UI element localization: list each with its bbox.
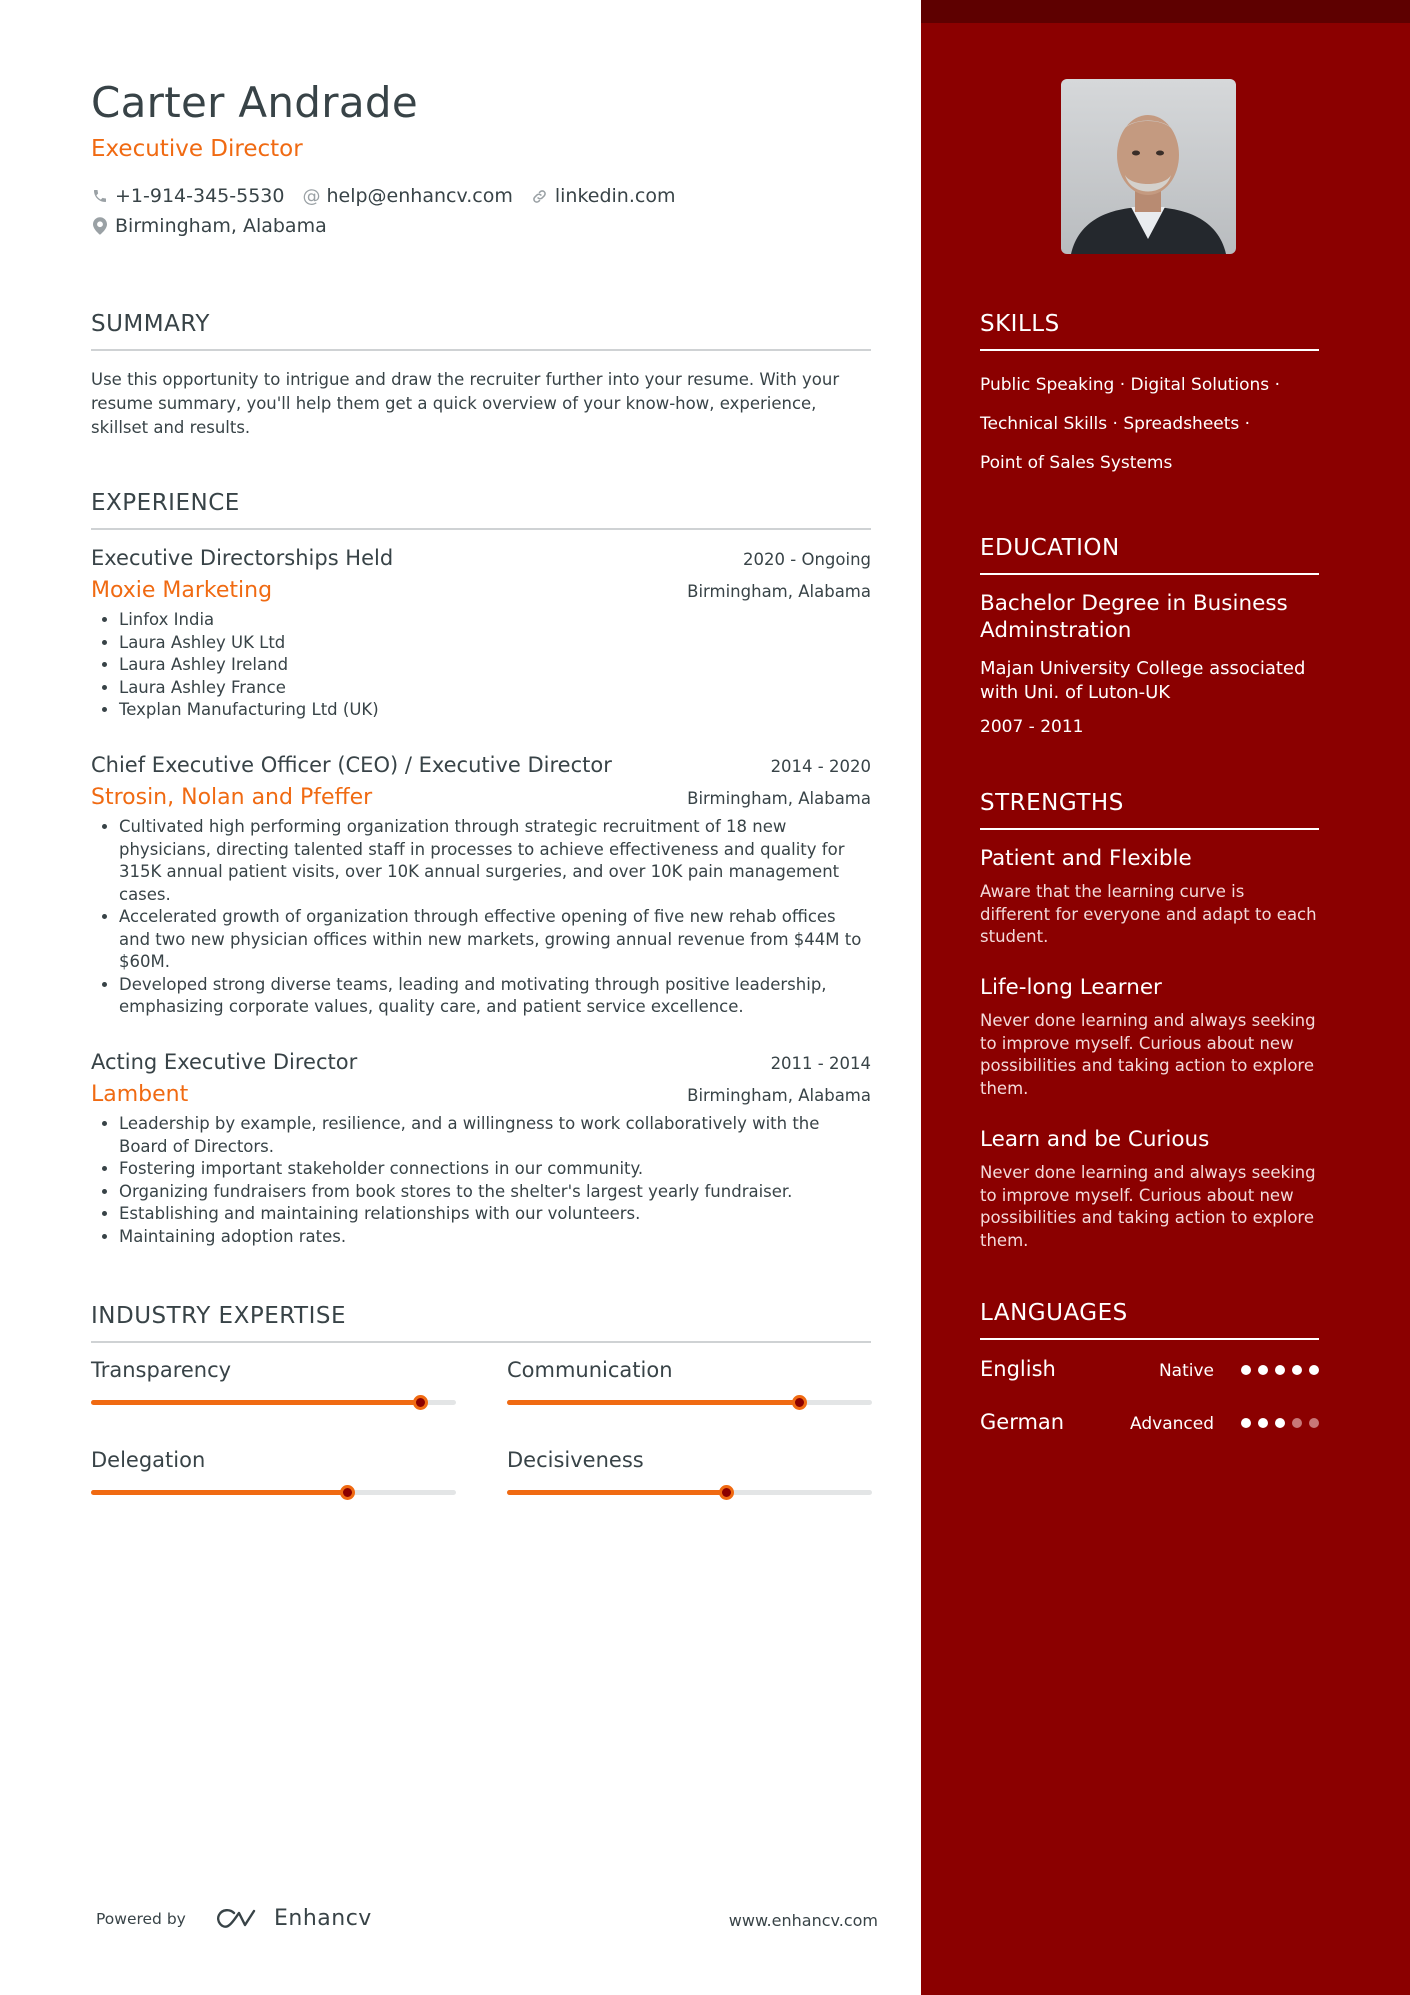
- job-bullet: • Cultivated high performing organization through strategic recruitment of 18 new physicians, directing talented staff in processes to achieve effectiveness and quality for 315K annual patient visits, over 10K annual surgeries, and over 10K pain management cases.: [119, 816, 871, 906]
- job-date: 2020 - Ongoing: [743, 550, 871, 569]
- job-location: Birmingham, Alabama: [687, 1086, 871, 1105]
- job-location: Birmingham, Alabama: [687, 582, 871, 601]
- job-entry: [91, 546, 871, 722]
- expertise-bar-knob: [413, 1395, 428, 1410]
- skills-line: Point of Sales Systems: [980, 453, 1173, 473]
- rating-dot: [1241, 1418, 1251, 1428]
- education-heading: EDUCATION: [980, 535, 1319, 575]
- strengths-heading: STRENGTHS: [980, 790, 1319, 830]
- strength-desc: Never done learning and always seeking to improve myself. Curious about new possibilities and taking action to explore them.: [980, 1163, 1316, 1250]
- expertise-bar: [91, 1490, 456, 1495]
- job-bullet: • Laura Ashley UK Ltd: [119, 632, 871, 655]
- rating-dot: [1275, 1365, 1285, 1375]
- rating-dot: [1258, 1365, 1268, 1375]
- experience-heading: EXPERIENCE: [91, 490, 871, 530]
- summary-text: Use this opportunity to intrigue and draw the recruiter further into your resume. With your resume summary, you'll help them get a quick overview of your know-how, experience, skillset and results.: [91, 370, 840, 437]
- at-icon: @: [302, 185, 321, 207]
- location-text: Birmingham, Alabama: [115, 215, 327, 237]
- linkedin-item[interactable]: [531, 185, 676, 207]
- location-pin-icon: [91, 217, 109, 235]
- job-bullet: • Developed strong diverse teams, leading and motivating through positive leadership, emphasizing corporate values, quality care, and patient service excellence.: [119, 974, 871, 1019]
- contact-row: [91, 185, 693, 207]
- job-bullet: • Maintaining adoption rates.: [119, 1226, 871, 1249]
- expertise-label: Communication: [507, 1358, 673, 1382]
- job-company: Strosin, Nolan and Pfeffer: [91, 785, 373, 810]
- strength-item: [980, 846, 1319, 949]
- language-name: English: [980, 1357, 1056, 1381]
- sidebar: [921, 0, 1410, 1995]
- strength-desc: Aware that the learning curve is different for everyone and adapt to each student.: [980, 882, 1317, 946]
- job-bullets: [91, 1113, 871, 1248]
- expertise-bar-fill: [507, 1490, 726, 1495]
- job-bullet: • Texplan Manufacturing Ltd (UK): [119, 699, 871, 722]
- job-entry: [91, 1050, 871, 1248]
- rating-dot: [1258, 1418, 1268, 1428]
- job-bullet: • Laura Ashley Ireland: [119, 654, 871, 677]
- languages-heading: LANGUAGES: [980, 1300, 1319, 1340]
- job-role: Chief Executive Officer (CEO) / Executive Director: [91, 753, 612, 777]
- language-item: [980, 1357, 1319, 1383]
- job-bullet: • Linfox India: [119, 609, 871, 632]
- job-bullet: • Laura Ashley France: [119, 677, 871, 700]
- strength-title: Life-long Learner: [980, 975, 1162, 1000]
- job-location: Birmingham, Alabama: [687, 789, 871, 808]
- job-company: Moxie Marketing: [91, 578, 273, 603]
- strength-title: Learn and be Curious: [980, 1127, 1210, 1152]
- expertise-bar-knob: [792, 1395, 807, 1410]
- email-link[interactable]: help@enhancv.com: [326, 185, 513, 207]
- language-name: German: [980, 1410, 1065, 1434]
- rating-dot: [1292, 1418, 1302, 1428]
- expertise-bar-knob: [719, 1485, 734, 1500]
- footer: [96, 1905, 878, 1935]
- expertise-heading: INDUSTRY EXPERTISE: [91, 1303, 871, 1343]
- expertise-item: [507, 1358, 872, 1382]
- education-degree: Bachelor Degree in Business Adminstration: [980, 591, 1288, 643]
- rating-dot: [1241, 1365, 1251, 1375]
- expertise-bar-knob: [340, 1485, 355, 1500]
- skills-list: [980, 366, 1319, 483]
- job-role: Executive Directorships Held: [91, 546, 394, 570]
- expertise-label: Delegation: [91, 1448, 206, 1472]
- job-bullet: • Establishing and maintaining relationships with our volunteers.: [119, 1203, 871, 1226]
- profile-photo: [1061, 79, 1236, 254]
- expertise-bar: [91, 1400, 456, 1405]
- job-company: Lambent: [91, 1082, 189, 1107]
- language-item: [980, 1410, 1319, 1436]
- strength-item: [980, 1127, 1319, 1252]
- job-bullet: • Accelerated growth of organization through effective opening of five new rehab offices and two new physician offices within new markets, growing annual revenue from $44M to $60M.: [119, 906, 871, 974]
- enhancv-logo-icon: [214, 1905, 264, 1937]
- expertise-item: [91, 1358, 456, 1382]
- language-level: Advanced: [1130, 1414, 1214, 1434]
- linkedin-link[interactable]: linkedin.com: [554, 185, 676, 207]
- rating-dot: [1309, 1365, 1319, 1375]
- expertise-label: Transparency: [91, 1358, 232, 1382]
- location-row: [91, 215, 345, 237]
- phone-text: +1-914-345-5530: [115, 185, 285, 207]
- skills-line: Public Speaking · Digital Solutions ·: [980, 375, 1280, 395]
- phone-icon: [91, 187, 109, 205]
- expertise-bar: [507, 1400, 872, 1405]
- strength-item: [980, 975, 1319, 1100]
- site-link[interactable]: www.enhancv.com: [728, 1911, 878, 1930]
- candidate-title: Executive Director: [91, 136, 303, 162]
- job-bullets: [91, 609, 871, 722]
- expertise-label: Decisiveness: [507, 1448, 644, 1472]
- education-years: 2007 - 2011: [980, 717, 1084, 737]
- skills-line: Technical Skills · Spreadsheets ·: [980, 414, 1251, 434]
- language-rating: [1234, 1365, 1319, 1375]
- summary-heading: SUMMARY: [91, 311, 871, 351]
- job-role: Acting Executive Director: [91, 1050, 358, 1074]
- expertise-bar-fill: [507, 1400, 799, 1405]
- expertise-item: [507, 1448, 872, 1472]
- expertise-bar: [507, 1490, 872, 1495]
- rating-dot: [1292, 1365, 1302, 1375]
- rating-dot: [1275, 1418, 1285, 1428]
- job-date: 2011 - 2014: [770, 1054, 871, 1073]
- job-bullets: [91, 816, 871, 1019]
- education-school: Majan University College associated with Uni. of Luton-UK: [980, 658, 1306, 703]
- powered-by-text: Powered by: [96, 1910, 186, 1928]
- brand-name: Enhancv: [274, 1906, 372, 1931]
- job-bullet: • Fostering important stakeholder connections in our community.: [119, 1158, 871, 1181]
- expertise-item: [91, 1448, 456, 1472]
- job-bullet: • Leadership by example, resilience, and a willingness to work collaboratively with the Board of Directors.: [119, 1113, 871, 1158]
- link-icon: [531, 187, 549, 205]
- strength-title: Patient and Flexible: [980, 846, 1192, 871]
- job-entry: [91, 753, 871, 1019]
- candidate-name: Carter Andrade: [91, 78, 418, 127]
- expertise-bar-fill: [91, 1400, 420, 1405]
- job-bullet: • Organizing fundraisers from book stores to the shelter's largest yearly fundraiser.: [119, 1181, 871, 1204]
- expertise-bar-fill: [91, 1490, 347, 1495]
- phone-item: [91, 185, 284, 207]
- language-level: Native: [1158, 1361, 1214, 1381]
- job-date: 2014 - 2020: [770, 757, 871, 776]
- rating-dot: [1309, 1418, 1319, 1428]
- skills-heading: SKILLS: [980, 311, 1319, 351]
- strength-desc: Never done learning and always seeking to improve myself. Curious about new possibilities and taking action to explore them.: [980, 1011, 1316, 1098]
- sidebar-top-bar: [921, 0, 1410, 23]
- email-item[interactable]: [302, 185, 512, 207]
- location-item: [91, 215, 327, 237]
- language-rating: [1234, 1418, 1319, 1428]
